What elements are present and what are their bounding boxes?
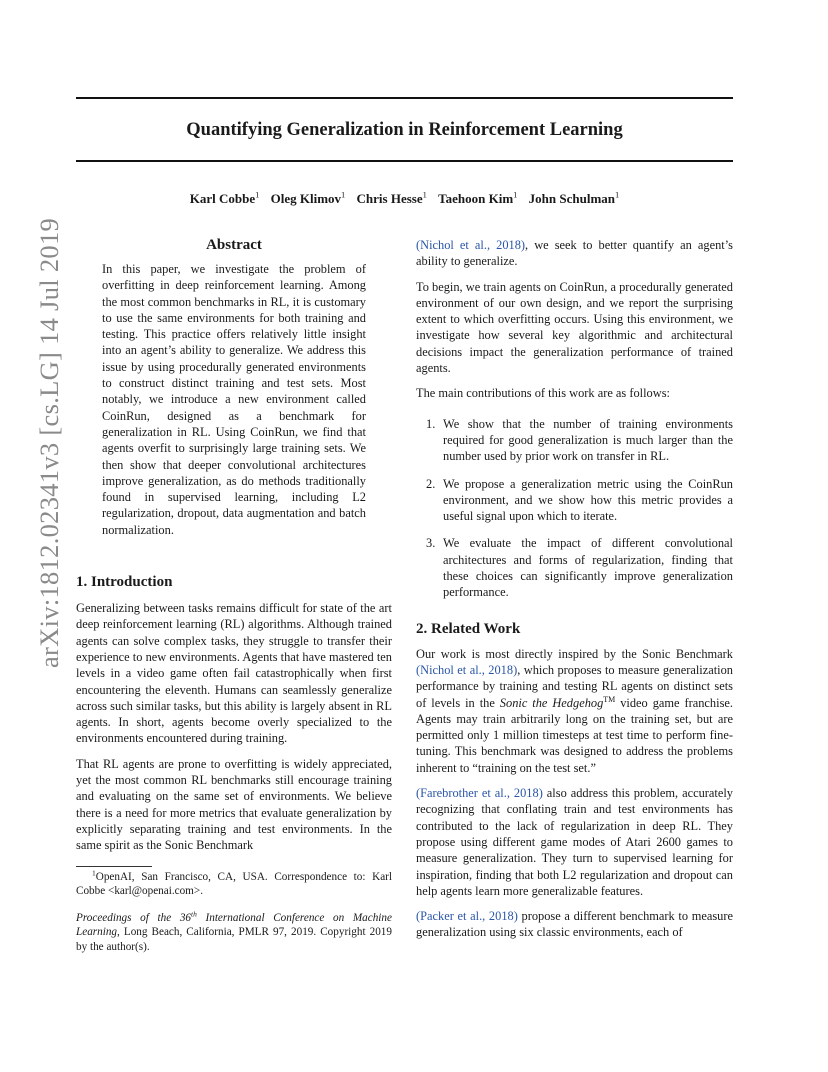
introduction-heading: 1. Introduction [76, 574, 173, 591]
citation-link[interactable]: (Nichol et al., 2018) [416, 662, 518, 677]
author-name: Karl Cobbe$^1$ [189, 189, 260, 206]
author-name: John Schulman$^1$ [528, 189, 620, 206]
proceedings-footnote: Proceedings of the 36th International Conference on Machine Learning, Long Beach, California, PMLR 97, 2019. Copyright 2019 by the author(s). [76, 908, 392, 953]
related-paragraph: (Farebrother et al., 2018) also address this problem, accurately recognizing that conflating train and test environments has contributed to the lack of regularization in deep RL. They propose using different game modes of Atari 2600 games to measure generalization. They turn to supervised learning for inspiration, finding that both L2 regularization and dropout can help agents learn more generalizable features. [416, 786, 733, 898]
contributions-list [416, 416, 733, 601]
author-name: Taehoon Kim$^1$ [438, 189, 518, 206]
author-list [76, 189, 733, 209]
abstract-heading: Abstract [206, 237, 262, 253]
intro-paragraph: That RL agents are prone to overfitting is widely appreciated, yet the most common RL benchmarks still encourage training and evaluating on the same set of environments. We believe there is a need for more metrics that evaluate generalization by explicitly separating training and test environments. In the same spirit as the Sonic Benchmark [76, 756, 392, 853]
related-paragraph: (Packer et al., 2018) propose a different benchmark to measure generalization using six classic environments, each of [416, 909, 733, 940]
list-item: 1. We show that the number of training environments required for good generalization is much larger than the number used by prior work on transfer in RL. [426, 416, 733, 464]
title-bottom-rule [76, 160, 733, 162]
list-item: 2. We propose a generalization metric using the CoinRun environment, and we show how this metric provides a useful signal upon which to iterate. [426, 476, 733, 524]
intro-paragraph: The main contributions of this work are as follows: [416, 386, 670, 401]
left-column [76, 235, 392, 954]
list-item: 3. We evaluate the impact of different convolutional architectures and forms of regularization, finding that these choices can significantly improve generalization performance. [426, 536, 733, 600]
right-column [416, 237, 733, 941]
author-name: Chris Hesse$^1$ [356, 189, 427, 206]
citation-link[interactable]: (Farebrother et al., 2018) [416, 786, 543, 801]
affiliation-footnote: $^1$OpenAI, San Francisco, CA, USA. Correspondence to: Karl Cobbe <karl@openai.com>. [76, 867, 392, 897]
intro-paragraph: (Nichol et al., 2018), we seek to better quantify an agent’s ability to generalize. [416, 238, 733, 269]
citation-link[interactable]: (Nichol et al., 2018) [416, 238, 526, 252]
intro-paragraph: Generalizing between tasks remains difficult for state of the art deep reinforcement learning (RL) algorithms. Although trained agents can solve complex tasks, they struggle to transfer their experience to new environments. Agents that have mastered ten levels in a video game often fail catastrophically when first encountering the eleventh. Humans can seamlessly generalize across such similar tasks, but this ability is largely absent in RL agents. In short, agents become overly specialized to the environments encountered during training. [76, 601, 392, 746]
related-work-heading: 2. Related Work [416, 620, 521, 637]
footnote-rule [76, 866, 152, 867]
title-top-rule [76, 97, 733, 99]
citation-link[interactable]: (Packer et al., 2018) [416, 909, 518, 924]
abstract-text: In this paper, we investigate the problem of overfitting in deep reinforcement learning. Among the most common benchmarks in RL, it is customary to use the same environments for both training and testing. This practice offers relatively little insight into an agent’s ability to generalize. We address this issue by using procedurally generated environments to construct distinct training and test sets. Most notably, we introduce a new environment called CoinRun, designed as a benchmark for generalization in RL. Using CoinRun, we find that agents overfit to surprisingly large training sets. We then show that deeper convolutional architectures improve generalization, as do methods traditionally found in supervised learning, including L2 regularization, dropout, data augmentation and batch normalization. [102, 262, 366, 537]
intro-paragraph: To begin, we train agents on CoinRun, a procedurally generated environment of our own design, and we report the surprising extent to which overfitting occurs. Using this environment, we investigate how several key algorithmic and architectural decisions impact the generalization performance of trained agents. [416, 279, 733, 376]
related-paragraph: Our work is most directly inspired by the Sonic Benchmark (Nichol et al., 2018), which proposes to measure generalization performance by training and testing RL agents on distinct sets of levels in the Sonic the Hedgehog™ video game franchise. Agents may train arbitrarily long on the training set, but are permitted only 1 million timesteps at test time to perform fine-tuning. This benchmark was designed to address the problems inherent to “training on the test set.” [416, 646, 733, 775]
arxiv-stamp: arXiv:1812.02341v3 [cs.LG] 14 Jul 2019 [34, 217, 64, 668]
paper-title: Quantifying Generalization in Reinforcement Learning [186, 120, 623, 140]
author-name: Oleg Klimov$^1$ [270, 189, 346, 206]
